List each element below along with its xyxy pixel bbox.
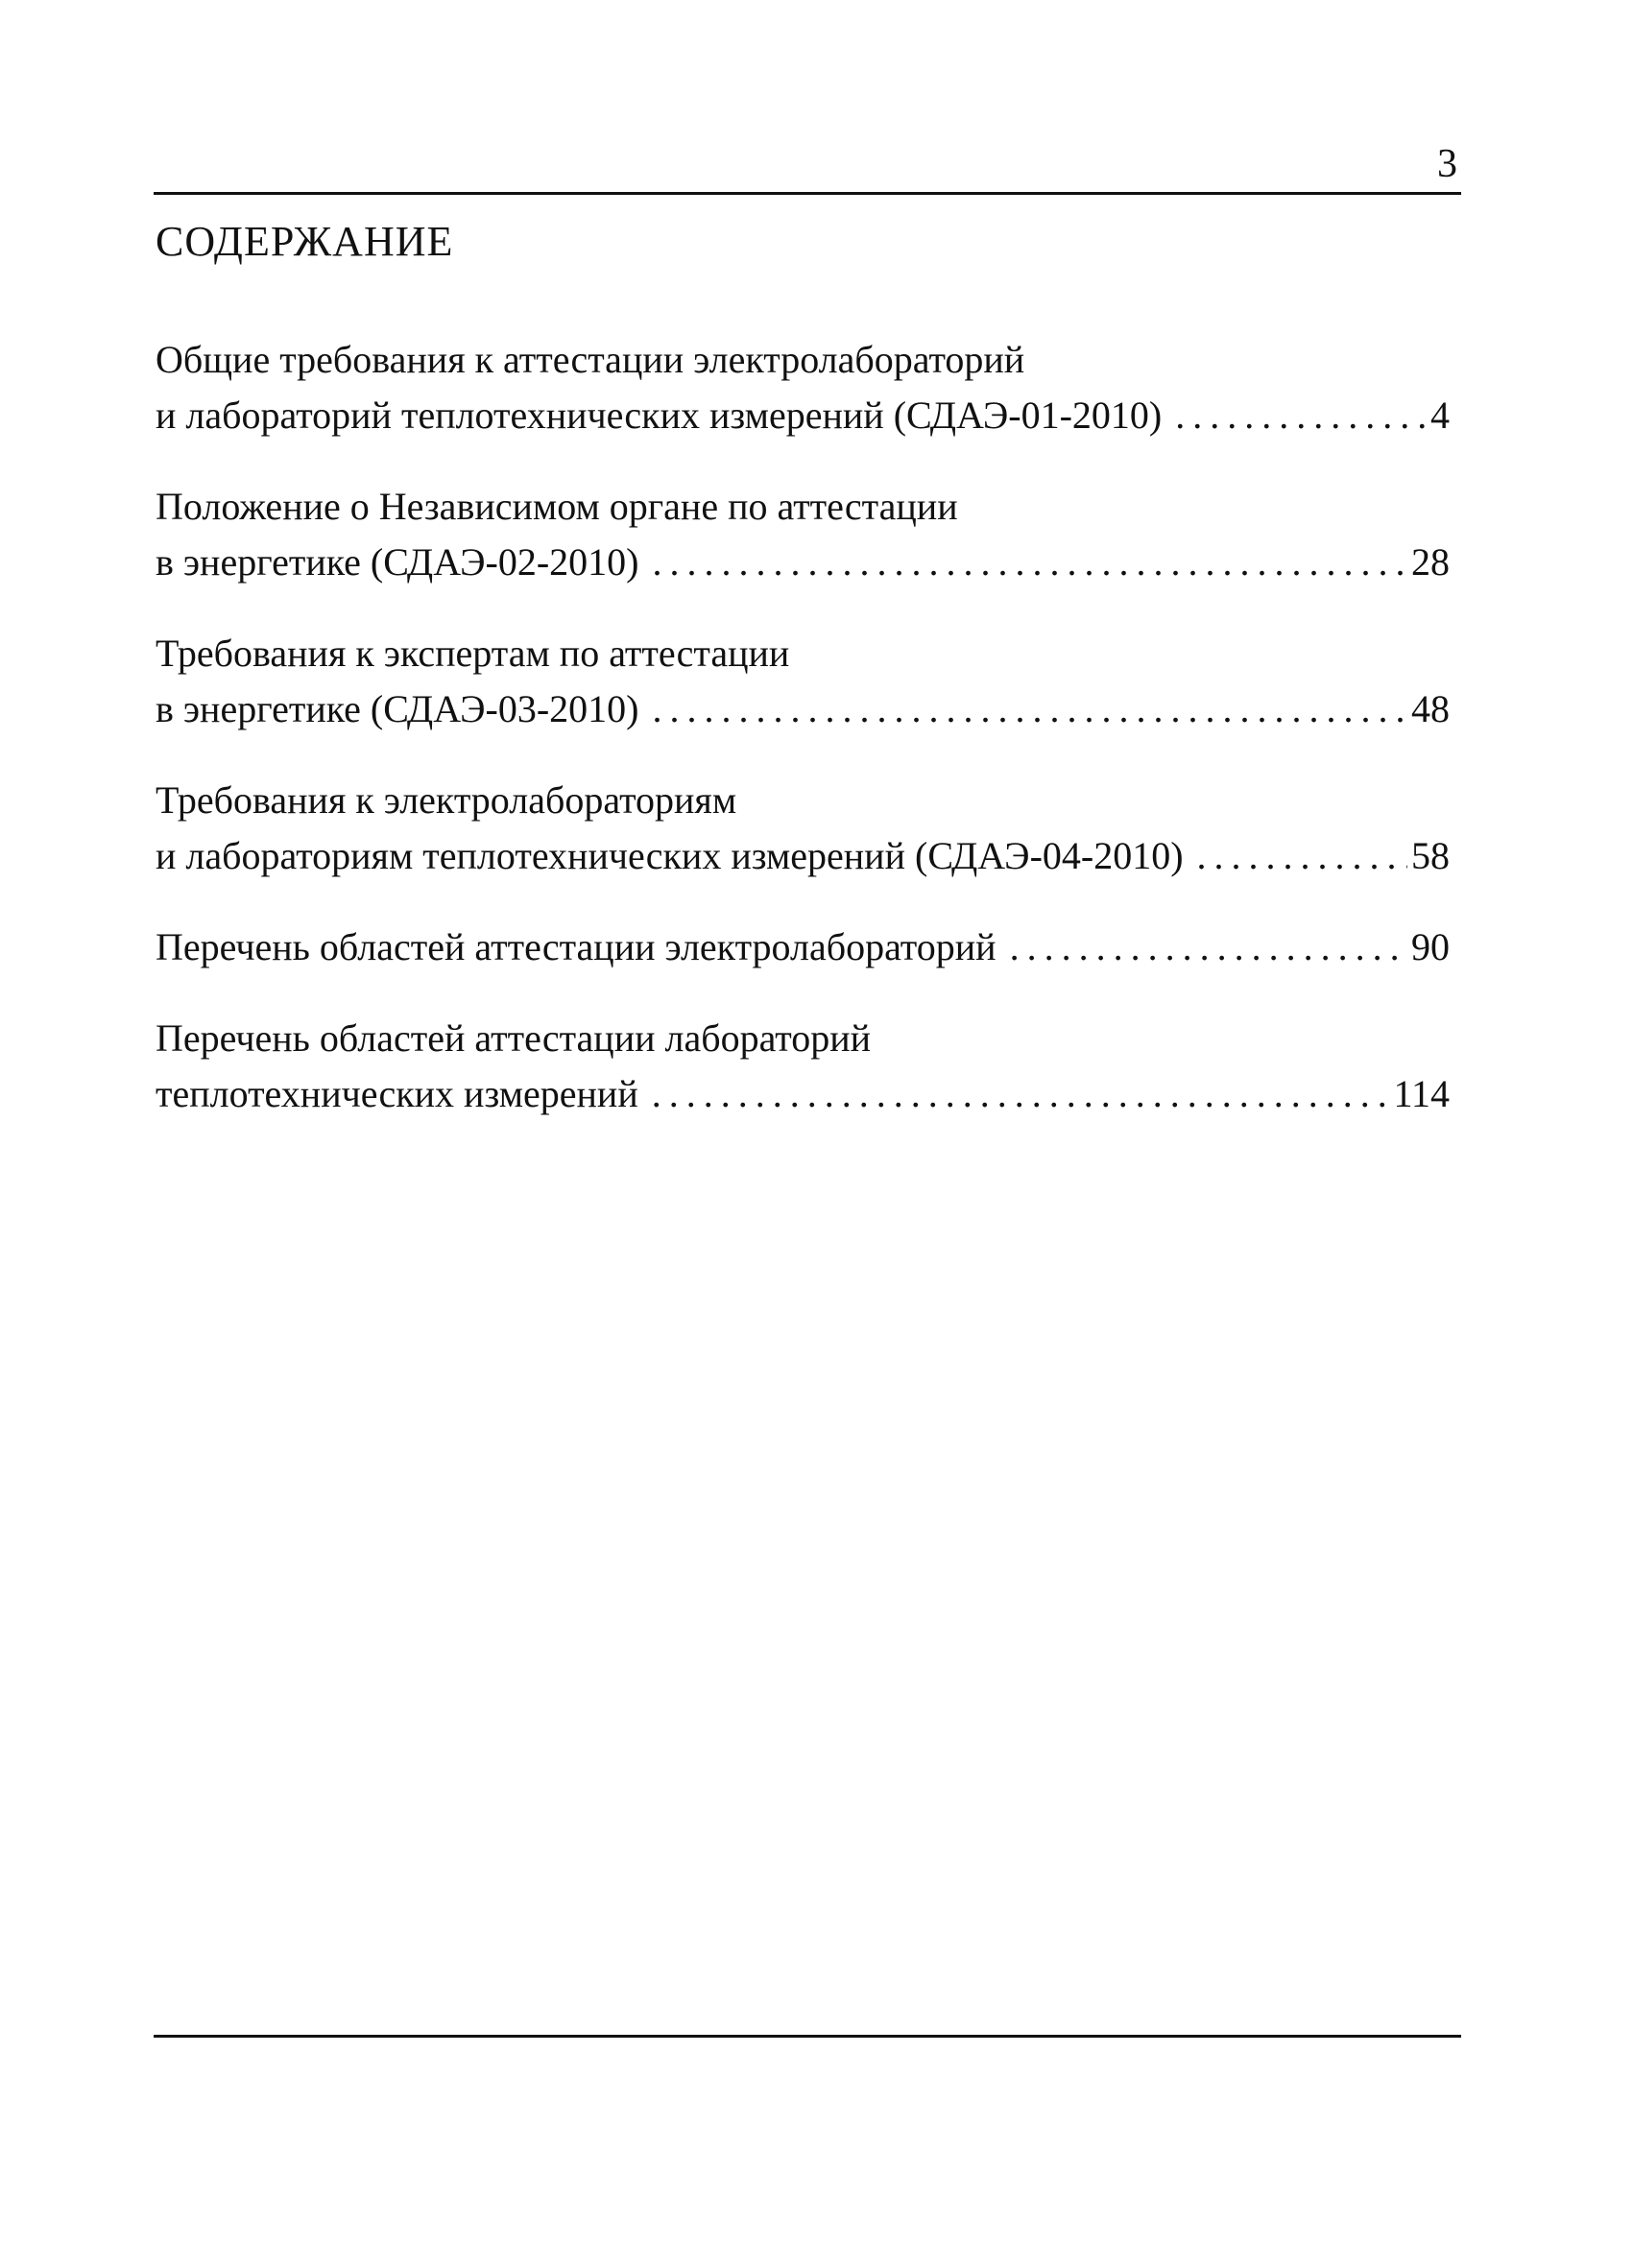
toc-entry-title-line: Требования к экспертам по аттестации bbox=[156, 632, 790, 675]
toc-entry-title-line: Перечень областей аттестации лабораторий bbox=[156, 1016, 872, 1060]
toc-entry-title-line: Общие требования к аттестации электролабораторий bbox=[156, 338, 1025, 381]
dot-leader bbox=[1197, 828, 1407, 884]
dot-leader bbox=[652, 535, 1407, 590]
toc-entry-sdae-04[interactable] bbox=[156, 773, 1450, 884]
toc-page-number: 28 bbox=[1411, 540, 1450, 584]
footer-rule bbox=[154, 2035, 1461, 2038]
table-of-contents bbox=[156, 332, 1450, 1158]
toc-entry-title-line: и лабораториям теплотехнических измерений (СДАЭ-04-2010) bbox=[156, 834, 1184, 877]
dot-leader bbox=[652, 681, 1407, 737]
header-rule bbox=[154, 192, 1461, 195]
toc-entry-title-line: Положение о Независимом органе по аттестации bbox=[156, 485, 958, 528]
toc-page-number: 48 bbox=[1411, 687, 1450, 730]
toc-page-number: 58 bbox=[1411, 834, 1450, 877]
toc-entry-title-line: Требования к электролабораториям bbox=[156, 778, 737, 822]
toc-page-number: 90 bbox=[1411, 925, 1450, 968]
dot-leader bbox=[1175, 388, 1427, 443]
toc-entry-title-line: теплотехнических измерений bbox=[156, 1072, 638, 1115]
dot-leader bbox=[1010, 919, 1407, 975]
toc-entry-electrolab-areas[interactable] bbox=[156, 919, 1450, 975]
toc-entry-thermal-lab-areas[interactable] bbox=[156, 1011, 1450, 1122]
toc-page-number: 114 bbox=[1393, 1072, 1450, 1115]
toc-entry-title-line: и лабораторий теплотехнических измерений (СДАЭ-01-2010) bbox=[156, 394, 1163, 437]
toc-entry-sdae-03[interactable] bbox=[156, 626, 1450, 737]
page-number: 3 bbox=[1437, 142, 1457, 186]
toc-page-number: 4 bbox=[1430, 394, 1450, 437]
toc-title: СОДЕРЖАНИЕ bbox=[156, 218, 454, 265]
toc-entry-sdae-01[interactable] bbox=[156, 332, 1450, 443]
dot-leader bbox=[652, 1066, 1390, 1122]
toc-entry-title-line: Перечень областей аттестации электролабораторий bbox=[156, 925, 997, 968]
toc-entry-title-line: в энергетике (СДАЭ-02-2010) bbox=[156, 540, 639, 584]
toc-entry-sdae-02[interactable] bbox=[156, 479, 1450, 590]
toc-entry-title-line: в энергетике (СДАЭ-03-2010) bbox=[156, 687, 639, 730]
